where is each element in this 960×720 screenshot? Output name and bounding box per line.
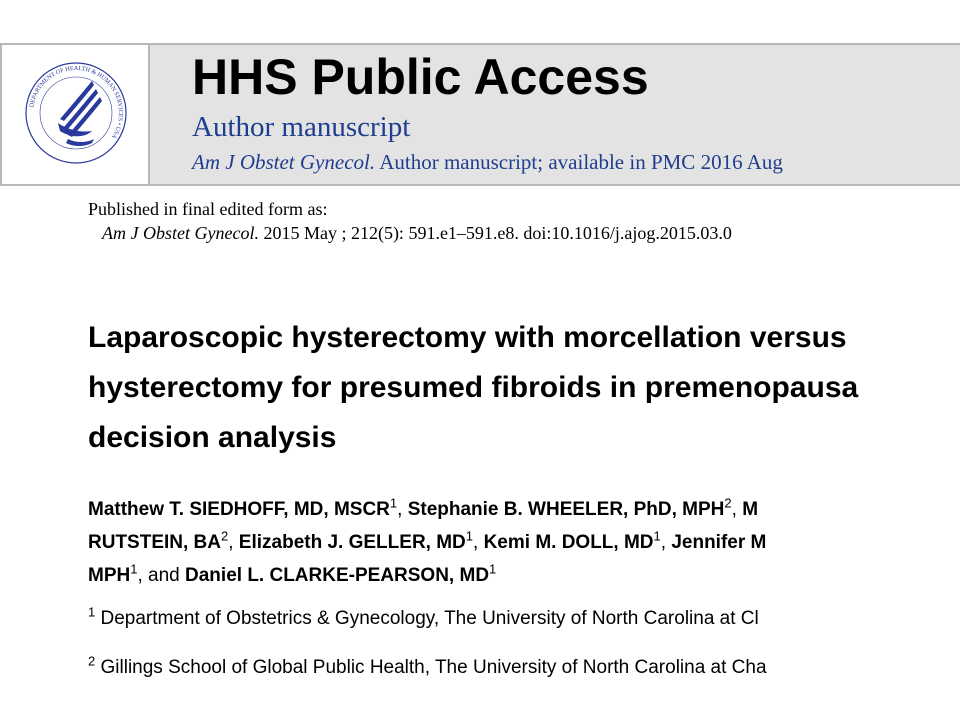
author-sep: , [731,499,743,520]
title-line: decision analysis [88,421,337,454]
author-name: MPH [88,565,131,586]
author-name: Kemi M. DOLL, MD [483,532,654,553]
author-sep: , and [137,565,186,586]
title-line: Laparoscopic hysterectomy with morcellation versus [88,321,847,354]
author-list [88,493,766,592]
affiliation-1 [88,606,759,632]
author-name: M [742,499,759,520]
availability-line [192,149,783,175]
citation [88,221,732,245]
author-affil-sup: 2 [724,495,732,511]
hhs-eagle-seal-icon [22,59,130,167]
availability-text: Author manuscript; available in PMC 2016 Aug [375,150,783,174]
citation-journal: Am J Obstet Gynecol. [102,223,259,243]
author-line-1 [88,493,766,526]
affiliation-2 [88,655,767,681]
author-name: RUTSTEIN, BA [88,532,221,553]
author-sep: , [473,532,484,553]
article-title [88,313,960,463]
published-label: Published in final edited form as: [88,199,328,219]
author-name: Elizabeth J. GELLER, MD [238,532,466,553]
author-affil-sup: 2 [221,528,229,544]
banner-title: HHS Public Access [192,49,649,105]
affiliation-text: Gillings School of Global Public Health, The University of North Carolina at Cha [95,657,767,678]
affiliation-text: Department of Obstetrics & Gynecology, The University of North Carolina at Cl [95,608,759,629]
author-name: Daniel L. CLARKE-PEARSON, MD [185,565,490,586]
journal-abbrev: Am J Obstet Gynecol. [192,150,376,174]
author-affil-sup: 1 [653,528,661,544]
author-line-2 [88,526,766,559]
author-sep: , [660,532,672,553]
affiliation-sup: 1 [88,604,96,620]
author-affil-sup: 1 [465,528,474,544]
author-name: Matthew T. SIEDHOFF, MD, MSCR [88,499,390,520]
author-line-3 [88,559,766,592]
author-name: Stephanie B. WHEELER, PhD, MPH [407,499,725,520]
manuscript-type: Author manuscript [192,111,411,143]
affiliation-sup: 2 [88,653,96,669]
author-affil-sup: 1 [130,561,138,577]
publication-info [88,197,732,245]
author-affil-sup: 1 [489,561,497,577]
hhs-logo [2,45,150,184]
author-name: Jennifer M [671,532,767,553]
seal-lettering: DEPARTMENT OF HEALTH & HUMAN SERVICES • USA [28,64,125,140]
title-line: hysterectomy for presumed fibroids in premenopausa [88,371,859,404]
author-affil-sup: 1 [389,495,398,511]
author-sep: , [397,499,408,520]
hhs-public-access-banner [0,43,960,186]
author-sep: , [228,532,239,553]
citation-details: 2015 May ; 212(5): 591.e1–591.e8. doi:10.1016/j.ajog.2015.03.0 [258,223,732,243]
